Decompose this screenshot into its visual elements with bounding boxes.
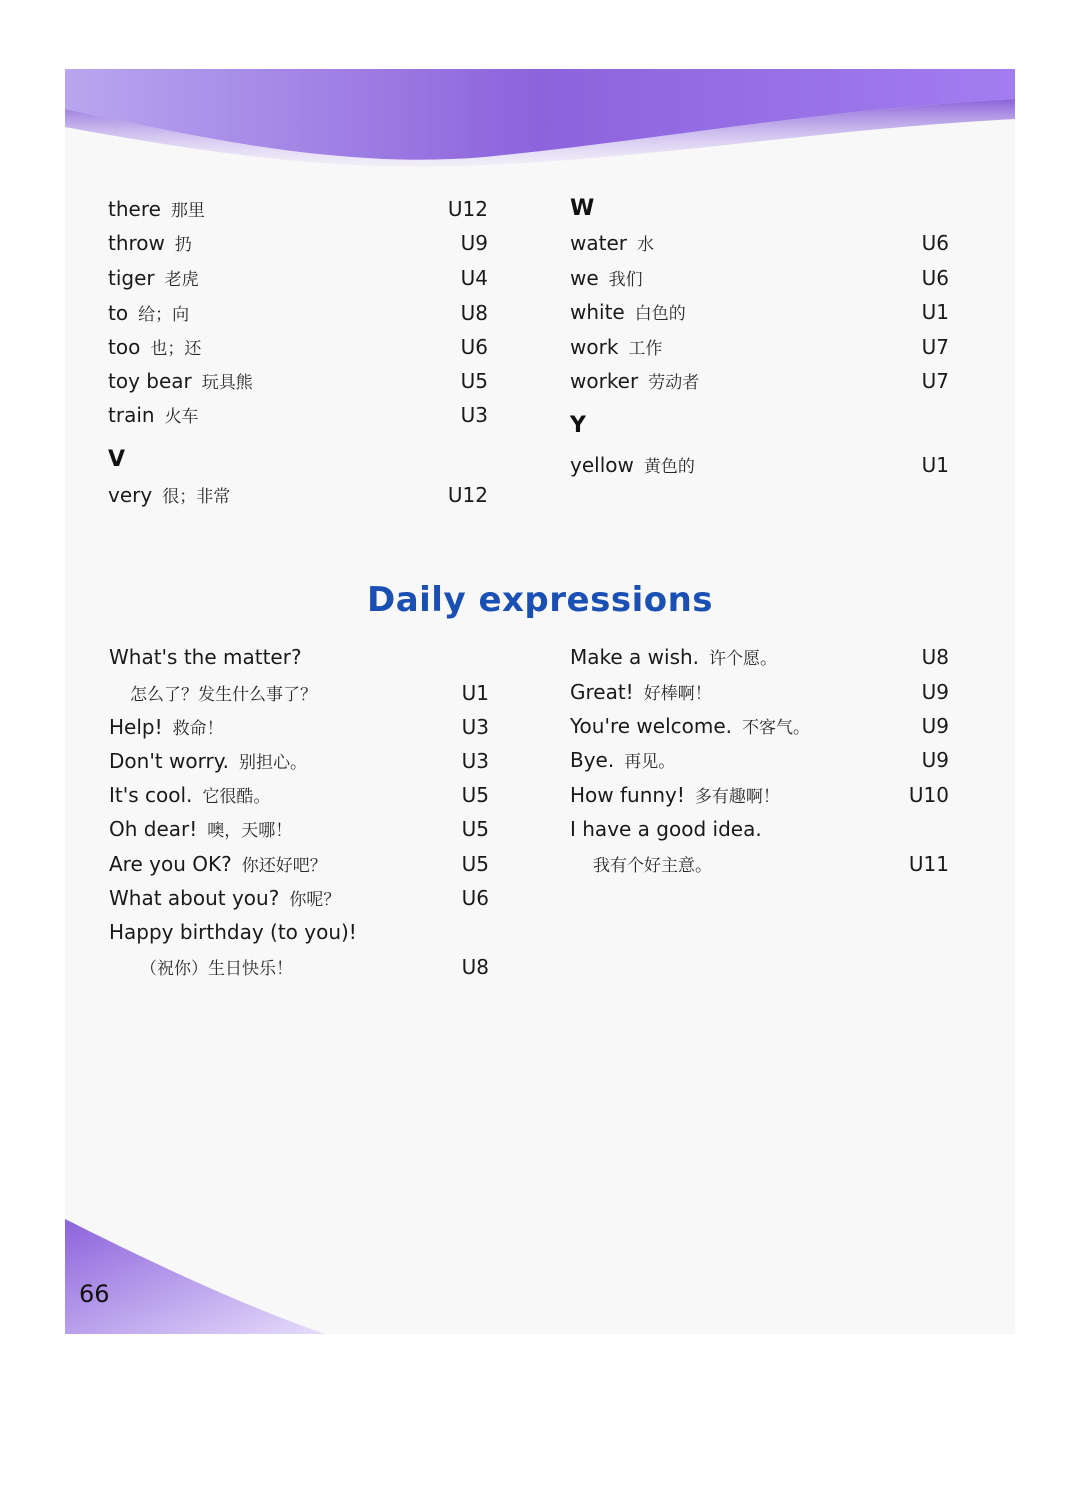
unit-label: U9 (921, 714, 949, 738)
chinese-text: 救命！ (172, 719, 224, 739)
chinese-text: 玩具熊 (201, 373, 253, 393)
entry-row (570, 228, 654, 258)
entry-row (570, 332, 662, 362)
chinese-text: 黄色的 (643, 457, 695, 477)
chinese-text: 也；还 (150, 339, 202, 359)
entry-row (570, 677, 712, 707)
entry-row (130, 678, 317, 708)
english-text: Happy birthday (to you)! (109, 920, 357, 944)
unit-label: U3 (460, 403, 488, 427)
chinese-text: 给；向 (138, 305, 190, 325)
english-text: Oh dear! (109, 817, 198, 841)
entry-row (108, 480, 230, 510)
unit-label: U3 (461, 715, 489, 739)
unit-label: U6 (921, 266, 949, 290)
entry-row (109, 780, 270, 810)
entry-row (108, 366, 253, 396)
english-text: too (108, 335, 141, 359)
entry-row (108, 298, 189, 328)
unit-label: U11 (908, 852, 949, 876)
unit-label: U5 (460, 369, 488, 393)
unit-label: U8 (921, 645, 949, 669)
entry-row (108, 194, 205, 224)
alphabet-heading: W (570, 196, 595, 221)
entry-row (570, 814, 762, 844)
unit-label: U9 (921, 748, 949, 772)
page-number: 66 (79, 1280, 110, 1308)
chinese-text: （祝你）生日快乐！ (140, 959, 293, 979)
english-text: Help! (109, 715, 163, 739)
chinese-text: 很；非常 (162, 487, 231, 507)
english-text: Are you OK? (109, 852, 232, 876)
chinese-text: 我有个好主意。 (593, 856, 712, 876)
chinese-text: 怎么了？发生什么事了？ (130, 685, 317, 705)
english-text: white (570, 300, 625, 324)
unit-label: U1 (461, 681, 489, 705)
chinese-text: 工作 (628, 339, 663, 359)
entry-row (570, 642, 777, 672)
chinese-text: 再见。 (624, 752, 676, 772)
english-text: Bye. (570, 748, 615, 772)
chinese-text: 多有趣啊！ (694, 787, 780, 807)
english-text: work (570, 335, 619, 359)
entry-row (570, 745, 675, 775)
english-text: toy bear (108, 369, 192, 393)
unit-label: U6 (460, 335, 488, 359)
unit-label: U9 (460, 231, 488, 255)
entry-row (570, 297, 686, 327)
chinese-text: 它很酷。 (202, 787, 271, 807)
chinese-text: 许个愿。 (709, 649, 778, 669)
english-text: we (570, 266, 599, 290)
english-text: there (108, 197, 161, 221)
chinese-text: 白色的 (634, 304, 686, 324)
entry-row (109, 883, 340, 913)
chinese-text: 扔 (174, 235, 192, 255)
chinese-text: 火车 (164, 407, 199, 427)
english-text: Great! (570, 680, 634, 704)
english-text: very (108, 483, 153, 507)
chinese-text: 你还好吧？ (241, 856, 327, 876)
unit-label: U10 (908, 783, 949, 807)
english-text: to (108, 301, 129, 325)
english-text: train (108, 403, 155, 427)
english-text: worker (570, 369, 639, 393)
unit-label: U8 (461, 955, 489, 979)
chinese-text: 不客气。 (742, 718, 811, 738)
english-text: How funny! (570, 783, 685, 807)
unit-label: U5 (461, 817, 489, 841)
entry-row (109, 712, 224, 742)
entry-row (570, 780, 780, 810)
alphabet-heading: V (108, 447, 126, 472)
daily-expressions-title: Daily expressions (366, 580, 714, 620)
unit-label: U7 (921, 369, 949, 393)
unit-label: U1 (921, 453, 949, 477)
chinese-text: 劳动者 (648, 373, 700, 393)
purple-wave-banner (65, 69, 1015, 179)
english-text: throw (108, 231, 165, 255)
unit-label: U9 (921, 680, 949, 704)
entry-row (109, 849, 327, 879)
english-text: water (570, 231, 627, 255)
entry-row (108, 263, 199, 293)
english-text: yellow (570, 453, 634, 477)
entry-row (109, 917, 357, 947)
entry-row (108, 332, 201, 362)
english-text: You're welcome. (570, 714, 733, 738)
entry-row (140, 952, 293, 982)
unit-label: U3 (461, 749, 489, 773)
english-text: Don't worry. (109, 749, 230, 773)
english-text: Make a wish. (570, 645, 700, 669)
unit-label: U6 (921, 231, 949, 255)
unit-label: U12 (447, 197, 488, 221)
entry-row (109, 814, 292, 844)
entry-row (570, 366, 699, 396)
alphabet-heading: Y (570, 413, 586, 438)
entry-row (570, 450, 695, 480)
entry-row (108, 228, 192, 258)
purple-corner-decoration (65, 1219, 325, 1334)
chinese-text: 我们 (608, 270, 643, 290)
entry-row (109, 642, 302, 672)
english-text: It's cool. (109, 783, 193, 807)
chinese-text: 别担心。 (239, 753, 308, 773)
chinese-text: 你呢？ (289, 890, 341, 910)
unit-label: U5 (461, 852, 489, 876)
chinese-text: 那里 (170, 201, 205, 221)
unit-label: U7 (921, 335, 949, 359)
entry-row (593, 849, 712, 879)
english-text: What about you? (109, 886, 280, 910)
entry-row (108, 400, 199, 430)
unit-label: U1 (921, 300, 949, 324)
unit-label: U4 (460, 266, 488, 290)
unit-label: U5 (461, 783, 489, 807)
english-text: What's the matter? (109, 645, 302, 669)
chinese-text: 老虎 (164, 270, 199, 290)
unit-label: U8 (460, 301, 488, 325)
chinese-text: 水 (636, 235, 654, 255)
unit-label: U6 (461, 886, 489, 910)
chinese-text: 噢，天哪！ (207, 821, 293, 841)
english-text: I have a good idea. (570, 817, 762, 841)
unit-label: U12 (447, 483, 488, 507)
entry-row (109, 746, 307, 776)
entry-row (570, 711, 810, 741)
english-text: tiger (108, 266, 155, 290)
entry-row (570, 263, 643, 293)
chinese-text: 好棒啊！ (643, 684, 712, 704)
